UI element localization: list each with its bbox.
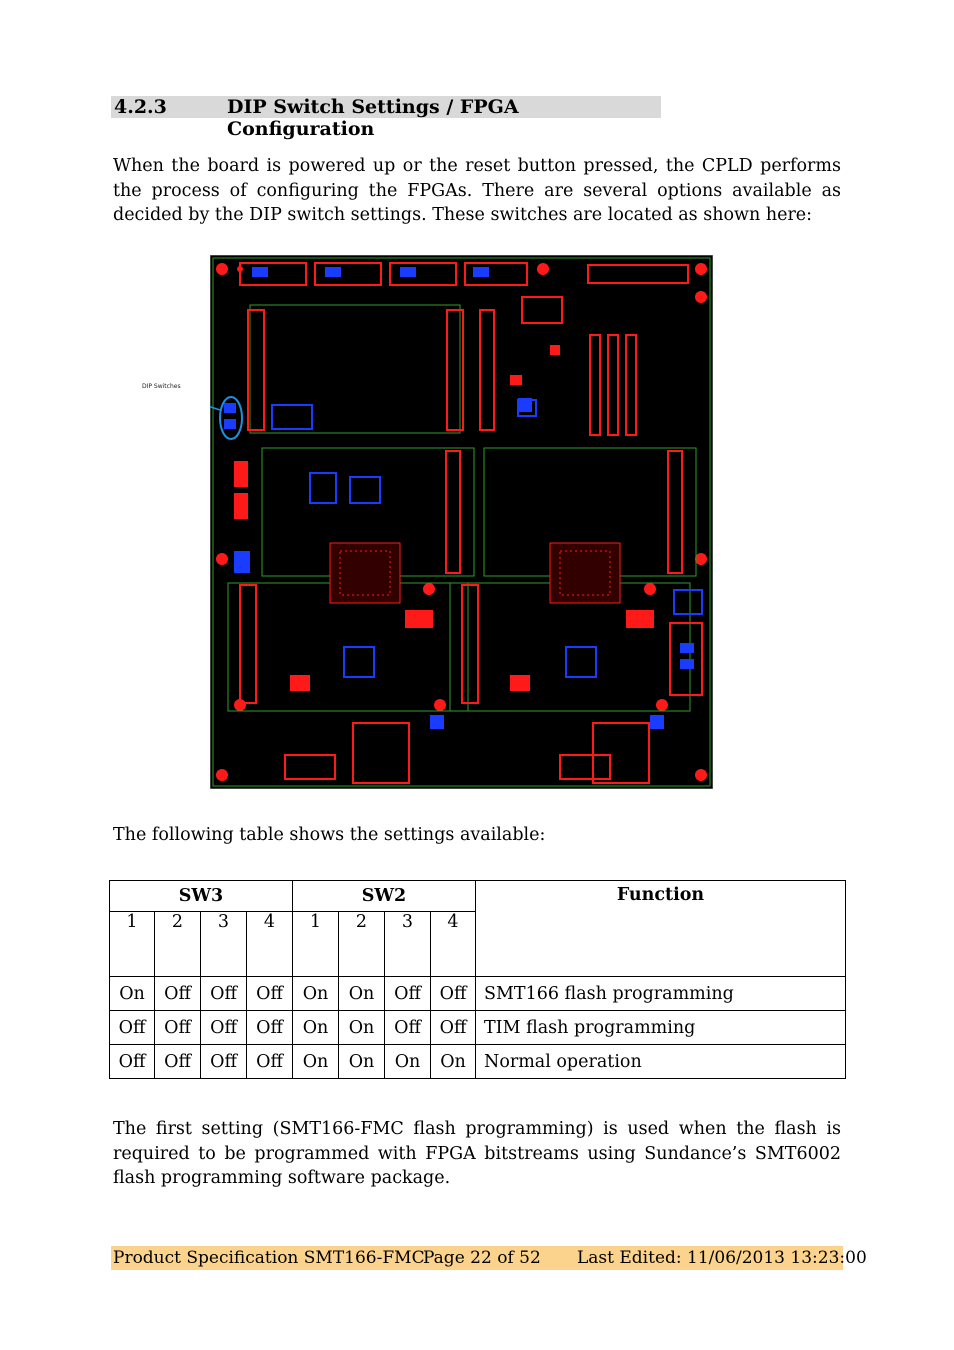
intro-paragraph: When the board is powered up or the reset button pressed, the CPLD performs the process of configuring the FPGAs. There are several options available as decided by the DIP switch settings. These switches are located as shown here:: [113, 156, 841, 225]
switch-number: 4: [247, 912, 293, 977]
switch-state: Off: [155, 1011, 201, 1045]
switch-state: Off: [110, 1011, 155, 1045]
table-row: [110, 977, 846, 1011]
page-footer: [111, 1246, 867, 1270]
switch-number: 3: [201, 912, 247, 977]
switch-state: Off: [201, 977, 247, 1011]
switch-state: Off: [201, 1011, 247, 1045]
dip-switches-callout-label: DIP Switches: [142, 383, 181, 390]
switch-state: Off: [431, 1011, 476, 1045]
switch-state: On: [110, 977, 155, 1011]
switch-state: Off: [155, 977, 201, 1011]
switch-number: 2: [155, 912, 201, 977]
section-heading: [111, 96, 661, 140]
dip-settings-table: [109, 880, 846, 1079]
switch-state: On: [293, 1011, 339, 1045]
function-cell: SMT166 flash programming: [476, 977, 846, 1011]
switch-number: 4: [431, 912, 476, 977]
table-row: [110, 1045, 846, 1079]
switch-state: Off: [431, 977, 476, 1011]
switch-state: Off: [247, 977, 293, 1011]
footer-last-edited: Last Edited: 11/06/2013 13:23:00: [577, 1248, 867, 1268]
switch-state: On: [293, 1045, 339, 1079]
sw2-header: SW2: [293, 881, 476, 912]
switch-state: On: [339, 977, 385, 1011]
switch-state: Off: [201, 1045, 247, 1079]
pcb-board-image: [210, 255, 713, 789]
switch-state: Off: [385, 1011, 431, 1045]
switch-state: Off: [385, 977, 431, 1011]
switch-state: On: [339, 1045, 385, 1079]
function-header: Function: [476, 881, 846, 977]
table-row: [110, 1011, 846, 1045]
switch-state: Off: [110, 1045, 155, 1079]
sw3-header: SW3: [110, 881, 293, 912]
switch-state: On: [293, 977, 339, 1011]
section-number: 4.2.3: [114, 96, 167, 118]
switch-state: On: [431, 1045, 476, 1079]
switch-state: Off: [247, 1045, 293, 1079]
switch-number: 1: [293, 912, 339, 977]
switch-state: Off: [155, 1045, 201, 1079]
section-title: DIP Switch Settings / FPGA Configuration: [227, 96, 519, 140]
switch-state: On: [385, 1045, 431, 1079]
function-cell: Normal operation: [476, 1045, 846, 1079]
table-intro-paragraph: The following table shows the settings available:: [113, 825, 546, 845]
function-cell: TIM flash programming: [476, 1011, 846, 1045]
switch-state: Off: [247, 1011, 293, 1045]
table-header-row: [110, 881, 846, 912]
footer-page-number: Page 22 of 52: [423, 1248, 541, 1268]
footer-product: Product Specification SMT166-FMC: [113, 1248, 425, 1268]
switch-state: On: [339, 1011, 385, 1045]
switch-number: 3: [385, 912, 431, 977]
switch-number: 2: [339, 912, 385, 977]
first-setting-paragraph: The first setting (SMT166-FMC flash programming) is used when the flash is required to be programmed with FPGA bitstreams using Sundance’s SMT6002 flash programming software package.: [113, 1119, 841, 1188]
switch-number: 1: [110, 912, 155, 977]
